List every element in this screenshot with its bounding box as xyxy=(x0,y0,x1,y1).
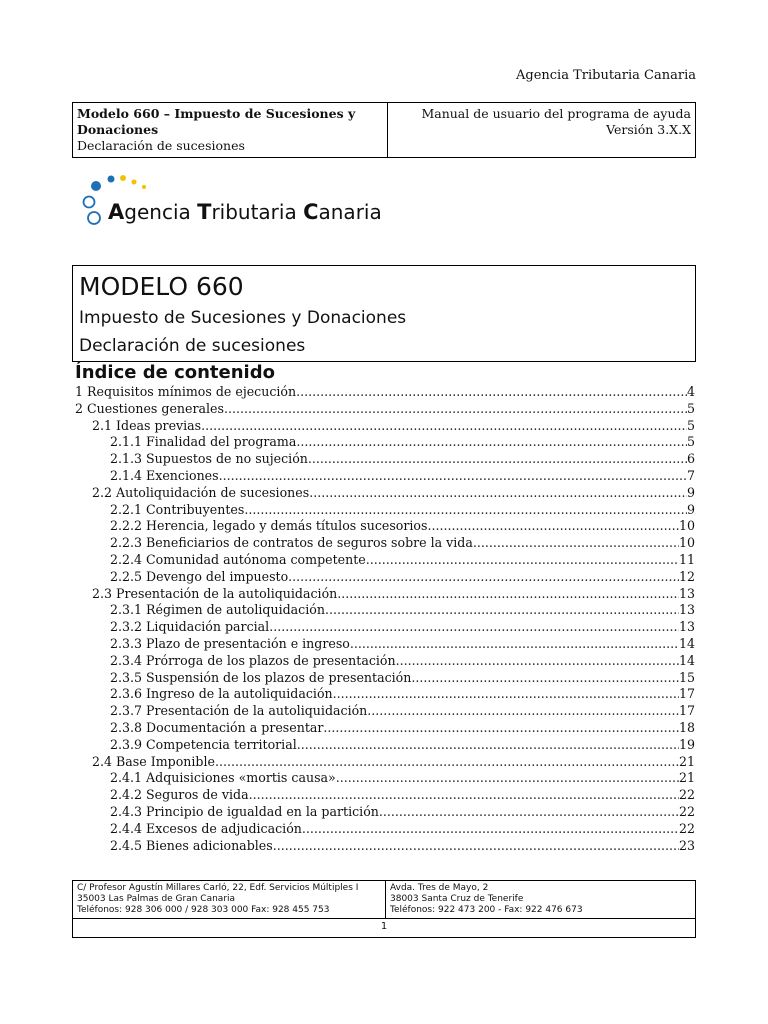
toc-entry[interactable] xyxy=(75,602,695,619)
toc-entry-label: 2.2 Autoliquidación de sucesiones xyxy=(92,484,310,500)
toc-entry[interactable] xyxy=(75,451,695,468)
toc-entry-page: 9 xyxy=(686,501,695,517)
toc-entry[interactable] xyxy=(75,418,695,435)
toc-entry[interactable] xyxy=(75,401,695,418)
toc-entry-page: 22 xyxy=(678,787,695,803)
toc-entry-label: 2.3.8 Documentación a presentar xyxy=(110,719,324,735)
toc-entry-label: 2.3.3 Plazo de presentación e ingreso xyxy=(110,635,350,651)
toc-entry-page: 17 xyxy=(678,703,695,719)
toc-leader-dots xyxy=(309,485,687,502)
toc-entry[interactable] xyxy=(75,468,695,485)
toc-entry-page: 14 xyxy=(678,652,695,668)
toc-entry-label: 2.3.2 Liquidación parcial xyxy=(110,619,270,635)
toc-leader-dots xyxy=(302,821,679,838)
toc-entry-label: 2.3.5 Suspensión de los plazos de presentación xyxy=(110,669,412,685)
toc-entry-label: 2.1.4 Exenciones xyxy=(110,467,219,483)
toc-entry-page: 5 xyxy=(686,434,695,450)
toc-entry-label: 1 Requisitos mínimos de ejecución xyxy=(75,384,297,399)
toc-entry-page: 23 xyxy=(678,837,695,853)
agency-logo xyxy=(80,170,380,230)
toc-leader-dots xyxy=(336,770,679,787)
toc-entry-page: 17 xyxy=(678,686,695,702)
toc-entry[interactable] xyxy=(75,821,695,838)
toc-entry[interactable] xyxy=(75,804,695,821)
toc-leader-dots xyxy=(215,754,679,771)
toc-leader-dots xyxy=(367,703,679,720)
toc-leader-dots xyxy=(201,418,687,435)
toc-leader-dots xyxy=(296,434,687,451)
toc-entry[interactable] xyxy=(75,703,695,720)
toc-leader-dots xyxy=(273,838,679,855)
toc-entry[interactable] xyxy=(75,838,695,855)
toc-leader-dots xyxy=(427,518,679,535)
footer-address-las-palmas: C/ Profesor Agustín Millares Carló, 22, Edf. Servicios Múltiples I 35003 Las Palmas de Gran Canaria Teléfonos: 928 306 000 / 928 303 000 Fax: 928 455 753 xyxy=(73,881,386,919)
toc-entry[interactable] xyxy=(75,754,695,771)
table-of-contents xyxy=(75,384,695,854)
toc-entry[interactable] xyxy=(75,686,695,703)
toc-leader-dots xyxy=(224,401,687,418)
toc-entry-page: 13 xyxy=(678,619,695,635)
toc-leader-dots xyxy=(350,636,679,653)
toc-entry[interactable] xyxy=(75,502,695,519)
toc-entry-label: 2.3.4 Prórroga de los plazos de presentación xyxy=(110,652,396,668)
toc-leader-dots xyxy=(308,451,687,468)
toc-leader-dots xyxy=(297,737,679,754)
toc-entry-page: 21 xyxy=(678,753,695,769)
toc-entry-label: 2.2.4 Comunidad autónoma competente xyxy=(110,551,366,567)
toc-entry-label: 2.3 Presentación de la autoliquidación xyxy=(92,585,338,601)
toc-entry-label: 2.4.2 Seguros de vida xyxy=(110,787,249,803)
toc-entry-label: 2.4.5 Bienes adicionables xyxy=(110,837,273,853)
toc-entry-label: 2.2.3 Beneficiarios de contratos de seguros sobre la vida xyxy=(110,535,473,551)
toc-leader-dots xyxy=(325,602,679,619)
header-agency: Agencia Tributaria Canaria xyxy=(515,68,696,83)
toc-entry-page: 10 xyxy=(678,518,695,534)
toc-entry-page: 9 xyxy=(686,484,695,500)
title-box xyxy=(72,265,696,362)
header-right-cell xyxy=(388,103,696,158)
manual-title: Manual de usuario del programa de ayuda xyxy=(421,106,691,121)
toc-entry-label: 2 Cuestiones generales xyxy=(75,400,224,416)
toc-entry-label: 2.4.4 Excesos de adjudicación xyxy=(110,820,302,836)
toc-leader-dots xyxy=(249,787,679,804)
toc-entry[interactable] xyxy=(75,586,695,603)
toc-leader-dots xyxy=(333,686,679,703)
toc-entry-label: 2.3.9 Competencia territorial xyxy=(110,736,297,752)
doc-subtitle: Impuesto de Sucesiones y Donaciones xyxy=(79,308,407,328)
toc-leader-dots xyxy=(396,653,679,670)
toc-entry-label: 2.2.2 Herencia, legado y demás títulos sucesorios xyxy=(110,518,428,534)
toc-entry-page: 19 xyxy=(678,736,695,752)
toc-leader-dots xyxy=(366,552,679,569)
toc-entry-label: 2.1.3 Supuestos de no sujeción xyxy=(110,451,308,467)
toc-entry[interactable] xyxy=(75,653,695,670)
toc-entry[interactable] xyxy=(75,434,695,451)
doc-title: MODELO 660 xyxy=(79,272,244,301)
manual-version: Versión 3.X.X xyxy=(606,122,691,137)
toc-entry-page: 11 xyxy=(678,551,695,567)
toc-entry[interactable] xyxy=(75,619,695,636)
toc-leader-dots xyxy=(296,384,687,401)
header-table xyxy=(72,102,696,158)
toc-entry-label: 2.4.1 Adquisiciones «mortis causa» xyxy=(110,770,336,786)
toc-entry-label: 2.3.1 Régimen de autoliquidación xyxy=(110,602,325,618)
toc-entry-label: 2.4 Base Imponible xyxy=(92,753,215,769)
toc-entry-label: 2.2.1 Contribuyentes xyxy=(110,501,245,517)
toc-entry-label: 2.1.1 Finalidad del programa xyxy=(110,434,297,450)
toc-entry-page: 7 xyxy=(686,467,695,483)
logo-wordmark: Agencia Tributaria Canaria xyxy=(108,200,382,224)
toc-entry-page: 6 xyxy=(686,451,695,467)
toc-entry-page: 5 xyxy=(686,417,695,433)
toc-entry-label: 2.1 Ideas previas xyxy=(92,417,202,433)
toc-entry[interactable] xyxy=(75,670,695,687)
toc-entry[interactable] xyxy=(75,787,695,804)
toc-entry-page: 5 xyxy=(686,400,695,416)
toc-entry-page: 13 xyxy=(678,585,695,601)
toc-entry[interactable] xyxy=(75,518,695,535)
toc-leader-dots xyxy=(411,670,679,687)
toc-entry[interactable] xyxy=(75,737,695,754)
doc-subtitle-2: Declaración de sucesiones xyxy=(79,336,306,356)
toc-entry[interactable] xyxy=(75,384,695,401)
page-number: 1 xyxy=(73,919,696,938)
toc-entry-page: 4 xyxy=(686,384,695,399)
model-subtitle: Declaración de sucesiones xyxy=(77,138,245,153)
toc-entry-label: 2.2.5 Devengo del impuesto xyxy=(110,568,289,584)
toc-entry[interactable] xyxy=(75,552,695,569)
toc-leader-dots xyxy=(379,804,679,821)
toc-entry-page: 15 xyxy=(678,669,695,685)
toc-entry[interactable] xyxy=(75,569,695,586)
toc-leader-dots xyxy=(473,535,679,552)
toc-entry[interactable] xyxy=(75,636,695,653)
toc-leader-dots xyxy=(269,619,679,636)
toc-entry[interactable] xyxy=(75,485,695,502)
toc-entry-page: 10 xyxy=(678,535,695,551)
toc-entry-page: 22 xyxy=(678,803,695,819)
toc-entry-page: 22 xyxy=(678,820,695,836)
toc-entry-label: 2.3.6 Ingreso de la autoliquidación xyxy=(110,686,333,702)
toc-leader-dots xyxy=(288,569,679,586)
toc-entry-page: 18 xyxy=(678,719,695,735)
toc-entry-label: 2.3.7 Presentación de la autoliquidación xyxy=(110,703,368,719)
footer-table xyxy=(72,880,696,938)
toc-entry-page: 14 xyxy=(678,635,695,651)
header-left-cell xyxy=(73,103,388,158)
toc-leader-dots xyxy=(244,502,687,519)
toc-entry[interactable] xyxy=(75,720,695,737)
toc-leader-dots xyxy=(337,586,679,603)
toc-entry-page: 12 xyxy=(678,568,695,584)
toc-entry[interactable] xyxy=(75,770,695,787)
toc-heading: Índice de contenido xyxy=(75,362,275,383)
toc-entry-page: 21 xyxy=(678,770,695,786)
toc-entry-page: 13 xyxy=(678,602,695,618)
toc-leader-dots xyxy=(323,720,679,737)
toc-entry[interactable] xyxy=(75,535,695,552)
footer-address-tenerife: Avda. Tres de Mayo, 2 38003 Santa Cruz de Tenerife Teléfonos: 922 473 200 - Fax: 922 476 673 xyxy=(386,881,696,919)
toc-leader-dots xyxy=(219,468,687,485)
model-title: Modelo 660 – Impuesto de Sucesiones y Donaciones xyxy=(77,106,356,137)
toc-entry-label: 2.4.3 Principio de igualdad en la partición xyxy=(110,803,379,819)
